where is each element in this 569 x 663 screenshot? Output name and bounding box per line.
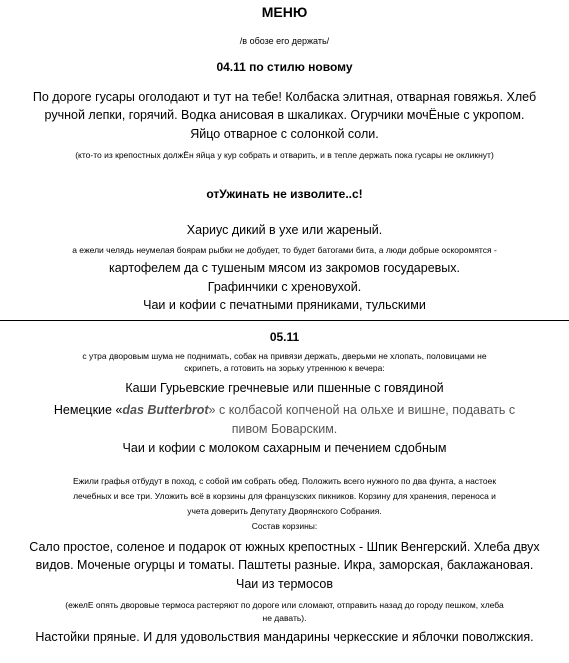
body-line: Сало простое, соленое и подарок от южных крепостных - Шпик Венгерский. Хлеба двух bbox=[29, 540, 540, 554]
note-line: учета доверить Депутату Дворянского Собрания. bbox=[187, 506, 382, 516]
note-line: лечебных и все три. Уложить всё в корзины для французских пикников. Корзину для хранения, переноса и bbox=[73, 491, 496, 501]
body-line: Чаи и кофии с молоком сахарным и печением сдобным bbox=[122, 441, 447, 455]
body-line: Чаи из термосов bbox=[236, 577, 333, 591]
body-line: Каши Гурьевские гречневые или пшенные с говядиной bbox=[125, 381, 444, 395]
body-line-butterbrot bbox=[8, 403, 561, 417]
note-line: (ежелЕ опять дворовые термоса растеряют по дороге или сломают, отправить назад до городу пешком, хлеба bbox=[65, 600, 504, 610]
section-heading-0411: 04.11 по стилю новому bbox=[216, 60, 353, 74]
note-line: а ежели челядь неумелая боярам рыбки не добудет, то будет батогами бита, а люди добрые оскоромятся - bbox=[72, 245, 497, 255]
section-heading-0511: 05.11 bbox=[269, 330, 300, 344]
body-line: пивом Боварским. bbox=[231, 422, 338, 436]
body-line: Настойки пряные. И для удовольствия мандарины черкесские и яблочки поволжския. bbox=[35, 630, 534, 644]
body-line: картофелем да с тушеным мясом из закромов государевых. bbox=[108, 261, 461, 275]
body-line: По дороге гусары оголодают и тут на тебе! Колбаска элитная, отварная говяжья. Хлеб bbox=[32, 90, 537, 104]
note-line: скрипеть, а готовить на зорьку утреннюю к вечера: bbox=[184, 363, 385, 373]
subtitle: /в обозе его держать/ bbox=[239, 36, 330, 46]
text-segment: Немецкие « bbox=[53, 403, 123, 417]
section-divider bbox=[0, 320, 569, 321]
page-title: МЕНЮ bbox=[261, 4, 308, 20]
note-line: с утра дворовым шума не поднимать, собак на привязи держать, дверьми не хлопать, половицами не bbox=[82, 351, 487, 361]
body-line: ручной лепки, горячий. Водка анисовая в шкаликах. Огурчики мочЁные с укропом. bbox=[44, 108, 525, 122]
emphasis-text: das Butterbrot bbox=[122, 403, 209, 417]
note-line: Ежили графья отбудут в поход, с собой им собрать обед. Положить всего нужного по два фунта, а настоек bbox=[72, 476, 497, 486]
body-line: Графинчики с хреновухой. bbox=[207, 280, 362, 294]
body-line: Яйцо отварное с солонкой соли. bbox=[190, 127, 379, 141]
body-line: Хариус дикий в ухе или жареный. bbox=[186, 223, 383, 237]
note-line: (кто-то из крепостных должЁн яйца у кур собрать и отварить, и в тепле держать пока гусары не окликнут) bbox=[75, 150, 494, 160]
section-heading-supper: отУжинать не изволите..с! bbox=[206, 187, 363, 201]
body-line: видов. Моченые огурцы и томаты. Паштеты разные. Икра, заморская, баклажановая. bbox=[35, 558, 534, 572]
text-segment: » с колбасой копченой на ольхе и вишне, подавать с bbox=[208, 403, 516, 417]
note-line: не давать). bbox=[262, 613, 307, 623]
note-line: Состав корзины: bbox=[251, 521, 318, 531]
body-line: Чаи и кофии с печатными пряниками, тульскими bbox=[143, 298, 426, 312]
